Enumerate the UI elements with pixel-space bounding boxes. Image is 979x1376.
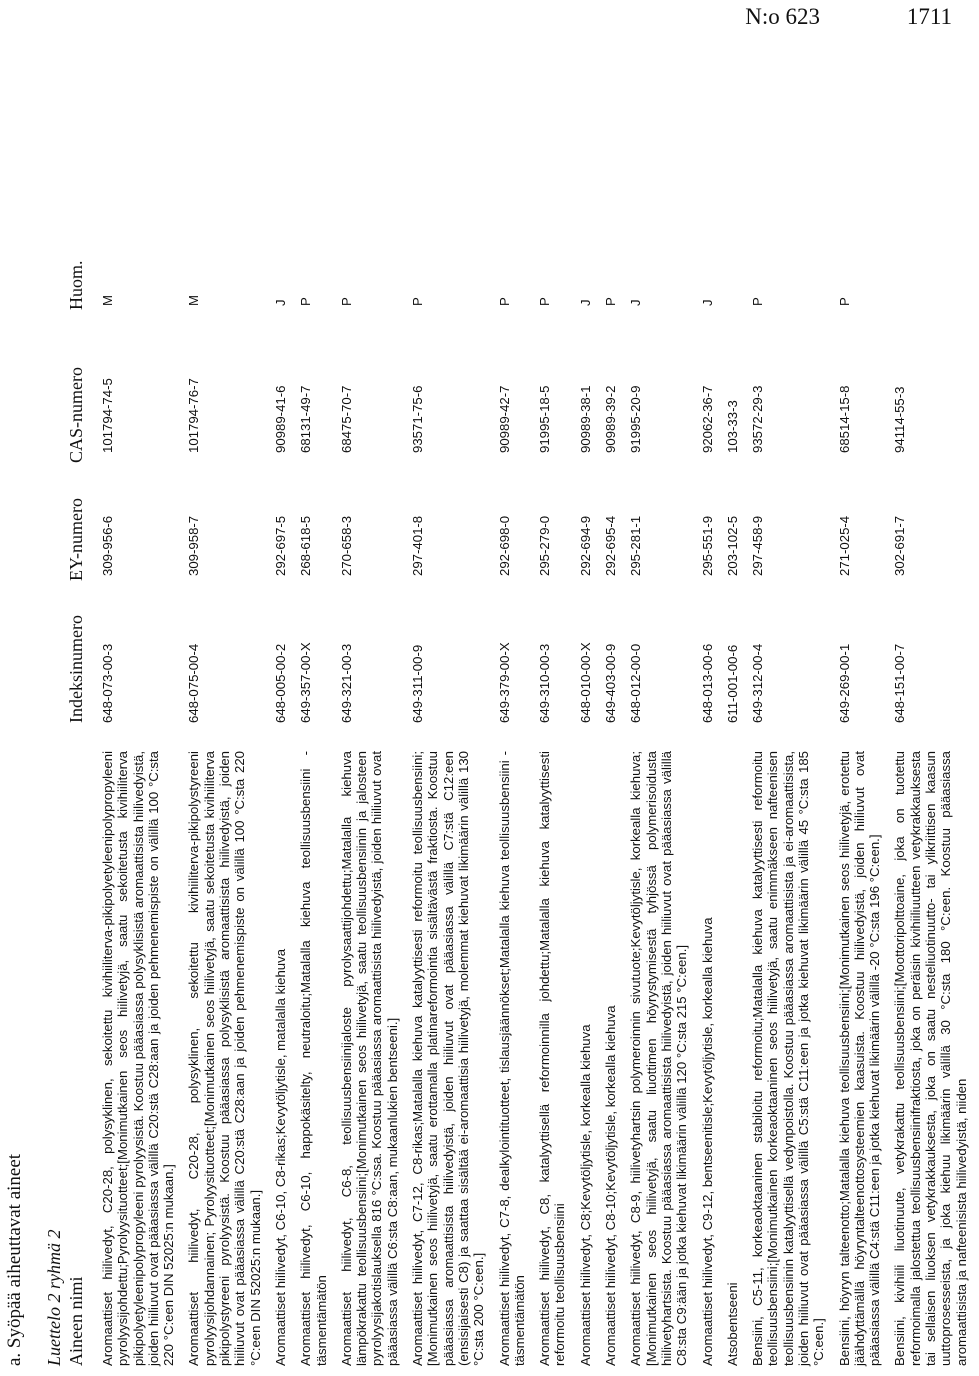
note: P: [338, 297, 354, 306]
ec-number: 270-658-3: [338, 515, 354, 576]
substance-name: Aromaattiset hiilivedyt, C7-8, dealkylointituotteet, tislausjäännökset;Matalalla kiehuva teollisuusbensiini - täsmentämätön: [496, 751, 527, 1366]
ec-number: 295-551-9: [699, 515, 715, 576]
table-row: [700, 66, 715, 1366]
substance-name: Bensiini, kivihiili liuotinuute, vetykrakattu teollisuusbensiini;[Moottoripolttoaine, joka on tuotettu reformoimalla jalostettua teollisuusbensiinifraktiosta, joka on peräisin kivihiiliuutteen vetykrakkauksesta tai sellaisen liuoksen vetykrakkauksesta, joka on saatu nesteliuotinuutto- tai ylikriittisen kaasun uuttoprosesseista, ja joka kiehuu likimäärin välillä 30 °C:sta 180 °C:een. Koostuu pääasiassa aromaattisista ja nafteenisista hiilivedyistä, niiden: [892, 751, 969, 1366]
index-number: 649-357-00-X: [298, 642, 314, 723]
table-row: [725, 66, 740, 1366]
note: P: [410, 297, 426, 306]
substance-table: [100, 66, 979, 1366]
table-row: [578, 66, 593, 1366]
table-row: [750, 66, 826, 1366]
note: J: [577, 299, 593, 306]
ec-number: 302-691-7: [892, 515, 908, 576]
ec-number: 271-025-4: [836, 515, 852, 576]
index-number: 649-311-00-9: [410, 644, 426, 723]
substance-name: Bensiini, C5-11, korkeaoktaaninen stabiloitu reformoitu;Matalalla kiehuva katalyyttisesti reformoitu teollisuusbensiini;[Monimutkainen korkeaoktaaninen seos hiilivetyjä, saatu enimmäkseen nafteenisen teollisuusbensiinin katalyyttisellä vedynpoistolla. Koostuu pääasiassa aromaattisista ja ei-aromaattisista, joiden hiiliuvut ovat pääasiassa välillä C5:stä C11:een ja jotka kiehuvat likimäärin välillä 45 °C:sta 185 °C:een.]: [750, 751, 827, 1366]
cas-number: 90989-42-7: [496, 385, 512, 453]
cas-number: 90989-41-6: [272, 385, 288, 453]
ec-number: 268-618-5: [298, 515, 314, 576]
table-row: [339, 66, 400, 1366]
ec-number: 292-694-9: [577, 515, 593, 576]
note: J: [699, 299, 715, 306]
list-title: Luettelo 2 ryhmä 2: [44, 1229, 64, 1366]
table-row: [186, 66, 262, 1366]
note: P: [750, 297, 766, 306]
ec-number: 297-401-8: [410, 515, 426, 576]
substance-name: Aromaattiset hiilivedyt, C9-12, bentseenitisle;Kevytöljytisle, korkealla kiehuva: [699, 917, 715, 1366]
cas-number: 93571-75-6: [410, 385, 426, 453]
header-note: Huom.: [66, 260, 86, 310]
table-row: [837, 66, 883, 1366]
ec-number: 292-697-5: [272, 515, 288, 576]
cas-number: 91995-18-5: [537, 385, 553, 453]
index-number: 648-005-00-2: [272, 643, 288, 723]
substance-name: Aromaattiset hiilivedyt, C20-28, polysyklinen, sekoitettu kivihiiliterva-pikipolystyreeni pyrolyysijohdannainen; Pyrolyysituotteet;[Monimutkainen seos hiilivetyjä, saatu sekoitetusta kivihiiliterva pikipolystyreeni pyrolyysistä. Koostuu pääasiassa polysyklisistä aromaattisista hiilivedyistä, joiden hiiliuvut ovat pääasiassa välillä C20:stä C28:aan ja joiden pehmenemispiste on välillä 100 °C:sta 220 °C:een DIN 52025:n mukaan.]: [186, 751, 263, 1366]
document-title: a. Syöpää aiheuttavat aineet: [4, 1153, 25, 1366]
note: P: [537, 297, 553, 306]
cas-number: 91995-20-9: [628, 385, 644, 453]
ec-number: 309-958-7: [186, 515, 202, 576]
cas-number: 68514-15-8: [836, 385, 852, 453]
cas-number: 101794-74-5: [100, 378, 115, 453]
index-number: 648-010-00-X: [577, 642, 593, 723]
header-name: Aineen nimi: [66, 1276, 86, 1366]
cas-number: 92062-36-7: [699, 385, 715, 453]
index-number: 649-403-00-9: [603, 643, 619, 723]
note: J: [272, 299, 288, 306]
index-number: 649-321-00-3: [338, 643, 354, 723]
table-row: [273, 66, 288, 1366]
note: P: [603, 297, 619, 306]
index-number: 648-151-00-7: [892, 643, 908, 723]
ec-number: 292-695-4: [603, 515, 619, 576]
index-number: 649-312-00-4: [750, 643, 766, 723]
ec-number: 203-102-5: [724, 515, 740, 576]
table-row: [410, 66, 486, 1366]
index-number: 649-310-00-3: [537, 643, 553, 723]
ec-number: 292-698-0: [496, 515, 512, 576]
ec-number: 309-956-6: [100, 515, 115, 576]
header-cas-number: CAS-numero: [66, 367, 86, 463]
substance-name: Aromaattiset hiilivedyt, C6-8, teollisuusbensiinijaloste pyrolysaattijohdettu;Matalalla kiehuva lämpökrakattu teollisuusbensiini;[Monimutkainen seos hiilivetyjä, saatu teollisuusbensiinin ja jalosteen pyrolyysijakotislauksella 816 °C:ssa. Koostuu pääasiassa aromaattisista hiilivedyistä, joiden hiiliuvut ovat pääasiassa välillä C6:sta C8:aan, mukaanlukien bentseeni.]: [338, 751, 400, 1366]
substance-name: Aromaattiset hiilivedyt, C8-10;Kevytöljytisle, korkealla kiehuva: [603, 1005, 619, 1366]
cas-number: 93572-29-3: [750, 385, 766, 453]
index-number: 648-013-00-6: [699, 643, 715, 723]
table-row: [298, 66, 329, 1366]
cas-number: 90989-38-1: [577, 385, 593, 453]
table-row: [603, 66, 618, 1366]
table-row: [892, 66, 968, 1366]
table-row: [100, 66, 176, 1366]
ec-number: 297-458-9: [750, 515, 766, 576]
note: M: [100, 295, 115, 306]
header-ec-number: EY-numero: [66, 498, 86, 581]
substance-name: Aromaattiset hiilivedyt, C6-10, happokäsitelty, neutraloitu;Matalalla kiehuva teollisuusbensiini - täsmentämätön: [298, 751, 329, 1366]
ec-number: 295-279-0: [537, 515, 553, 576]
cas-number: 103-33-3: [724, 400, 740, 453]
table-row: [497, 66, 528, 1366]
page-number: 1711: [906, 4, 952, 29]
substance-name: Bensiini, höyryn talteenotto;Matalalla kiehuva teollisuusbensiini;[Monimutkainen seos hiilivetyjä, erotettu jäähdyttämällä höyryntalteenottosysteemien kaasuista. Koostuu hiilivedyistä, joiden hiiliuvut ovat pääasiassa välillä C4:stä C11:een ja jotka kiehuvat likimäärin välillä -20 °C:sta 196 °C:een.]: [836, 751, 883, 1366]
substance-name: Aromaattiset hiilivedyt, C8, katalyyttisellä reformoinnilla johdettu;Matalalla kiehuva katalyyttisesti reformoitu teollisuusbensiini: [537, 751, 568, 1366]
index-number: 649-379-00-X: [496, 642, 512, 723]
substance-name: Aromaattiset hiilivedyt, C8-9, hiilivetyhartsin polymeroinnin sivutuote;Kevytöljytisle, korkealla kiehuva; [Monimutkainen seos hiilivetyjä, saatu liuottimen höyrystymisestä tyhjössä polymerisoidusta hiilivetyhartsista. Koostuu pääasiassa aromaattisista hiilivedyistä, joiden hiiliuvut ovat pääasiassa välillä C8:sta C9:ään ja jotka kiehuvat likimäärin välillä 120 °C:sta 215 °C:een.]: [628, 751, 690, 1366]
note: J: [628, 299, 644, 306]
cas-number: 90989-39-2: [603, 385, 619, 453]
substance-name: Aromaattiset hiilivedyt, C20-28, polysyklinen, sekoitettu kivihiiliterva-pikipolyetyleenipolypropyleeni pyrolyysijohdettu;Pyrolyysituotteet;[Monimutkainen seos hiilivetyjä, saatu sekoitetusta kivihiiliterva pikipolyetyleenipolypropyleeni pyrolyysistä. Koostuu pääasiassa polysyklisistä aromaattisista hiilivedyistä, joiden hiiliuvut ovat pääasiassa välillä C20:stä C28:aan ja joiden pehmenemispiste on välillä 100 °C:sta 220 °C:een DIN 52025:n mukaan.]: [100, 751, 177, 1366]
index-number: 649-269-00-1: [836, 643, 852, 723]
table-row: [537, 66, 568, 1366]
index-number: 648-012-00-0: [628, 643, 644, 723]
note: P: [298, 297, 314, 306]
note: M: [186, 295, 202, 306]
rotated-page: [0, 46, 969, 1376]
substance-name: Aromaattiset hiilivedyt, C6-10, C8-rikas;Kevytöljytisle, matalalla kiehuva: [272, 948, 288, 1366]
index-number: 611-001-00-6: [724, 644, 740, 723]
gazette-number: N:o 623: [745, 4, 820, 29]
table-row: [628, 66, 689, 1366]
cas-number: 68475-70-7: [338, 385, 354, 453]
note: P: [836, 297, 852, 306]
substance-name: Atsobentseeni: [724, 1282, 740, 1366]
index-number: 648-075-00-4: [186, 643, 202, 723]
note: P: [496, 297, 512, 306]
header-index-number: Indeksinumero: [66, 615, 86, 723]
substance-name: Aromaattiset hiilivedyt, C7-12, C8-rikas;Matalalla kiehuva katalyyttisesti reformoitu teollisuusbensiini; [Monimutkainen seos hiilivetyjä, saatu erottamalla platinareformointia sisältävästä fraktiosta. Koostuu pääasiassa aromaattisista hiilivedyistä, joiden hiiliuvut ovat pääasiassa välillä C7:stä C12:een (ensisijaisesti C8) ja saattaa sisältää ei-aromaattisia hiilivetyjä, molemmat kiehuvat likimäärin välillä 130 °C:sta 200 °C:een.]: [410, 751, 487, 1366]
cas-number: 94114-55-3: [892, 386, 908, 453]
cas-number: 68131-49-7: [298, 385, 314, 453]
index-number: 648-073-00-3: [100, 643, 115, 723]
ec-number: 295-281-1: [628, 515, 644, 576]
substance-name: Aromaattiset hiilivedyt, C8;Kevytöljytisle, korkealla kiehuva: [577, 1024, 593, 1366]
cas-number: 101794-76-7: [186, 378, 202, 453]
